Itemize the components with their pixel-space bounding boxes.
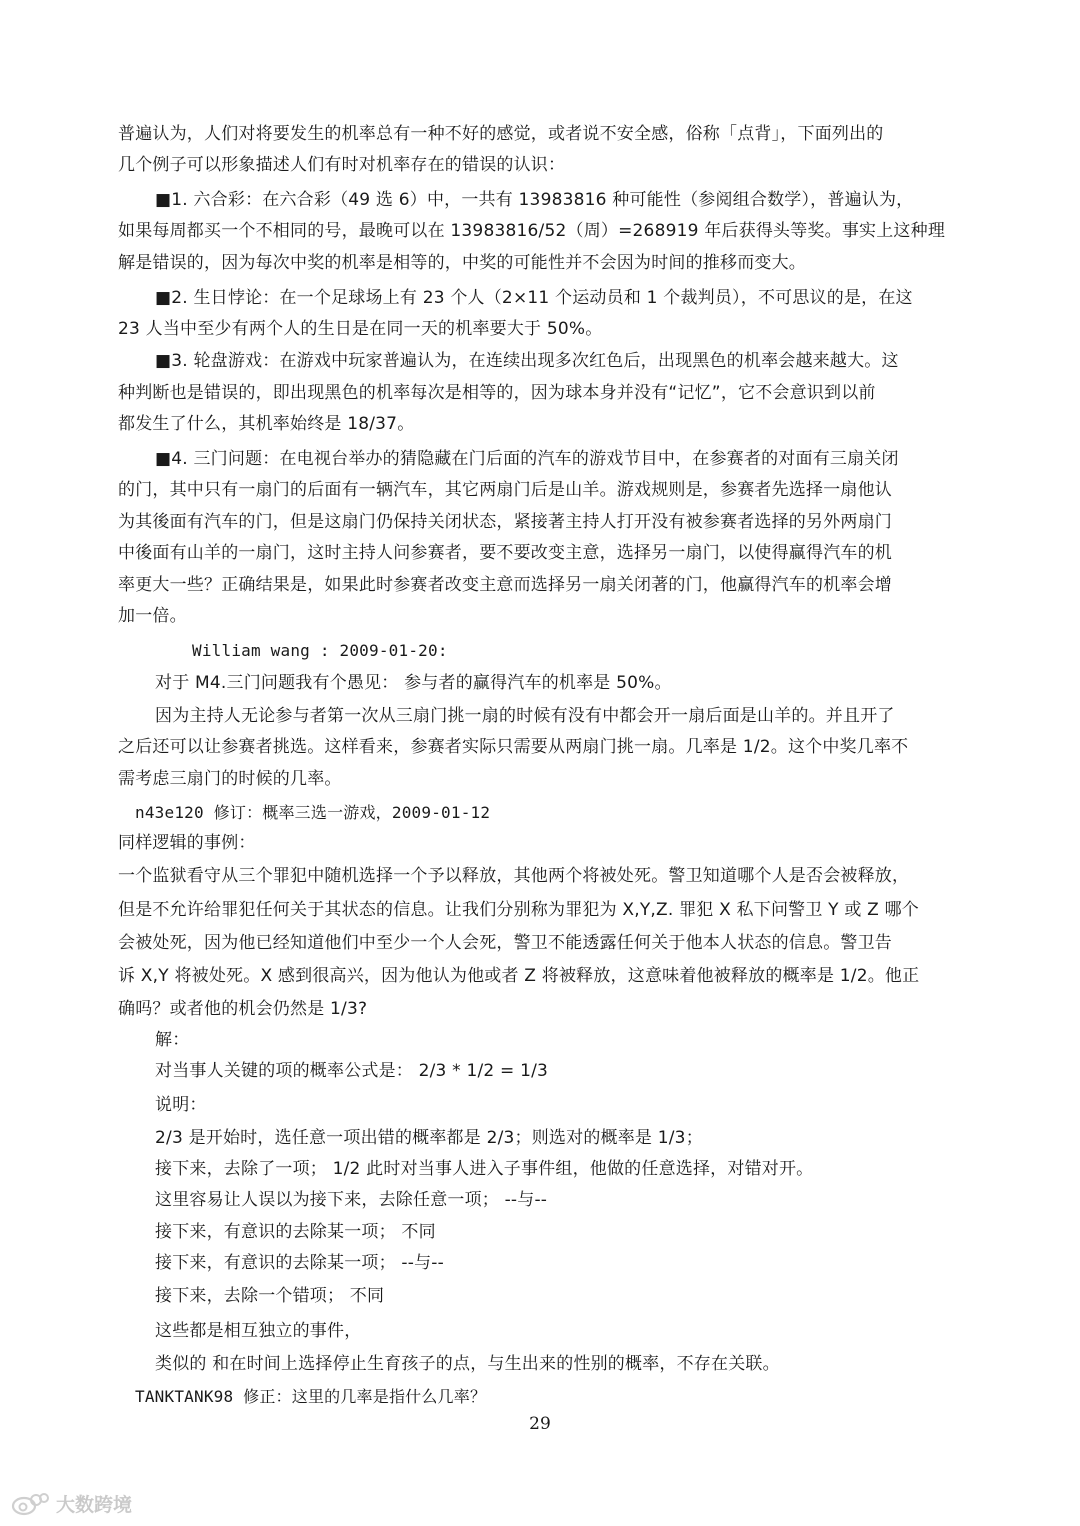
explanation-line: 这些都是相互独立的事件， <box>155 1321 362 1341</box>
paragraph-line: 的门，其中只有一扇门的后面有一辆汽车，其它两扇门后是山羊。游戏规则是，参赛者先选择一扇他认 <box>118 480 892 500</box>
paragraph-line: 一个监狱看守从三个罪犯中随机选择一个予以释放，其他两个将被处死。警卫知道哪个人是否会被释放， <box>118 866 910 886</box>
explanation-line: 接下来，去除了一项； 1/2 此时对当事人进入子事件组，他做的任意选择，对错对开。 <box>155 1159 814 1179</box>
explanation-line: 接下来，有意识的去除某一项； 不同 <box>155 1222 436 1242</box>
paragraph-line: 解是错误的，因为每次中奖的机率是相等的，中奖的可能性并不会因为时间的推移而变大。 <box>118 253 806 273</box>
paragraph-line: 如果每周都买一个不相同的号，最晚可以在 13983816/52（周）=268919 年后获得头等奖。事实上这种理 <box>118 221 946 241</box>
list-item-monty-hall: ■4. 三门问题：在电视台举办的猜隐藏在门后面的汽车的游戏节目中，在参赛者的对面有三扇关闭 <box>155 449 899 469</box>
paragraph-line: 都发生了什么，其机率始终是 18/37。 <box>118 414 415 434</box>
comment-line: 对于 M4.三门问题我有个愚见： 参与者的赢得汽车的机率是 50%。 <box>155 673 672 693</box>
paragraph-line: 加一倍。 <box>118 606 187 626</box>
comment-line: 之后还可以让参赛者挑选。这样看来，参赛者实际只需要从两扇门挑一扇。几率是 1/2。这个中奖几率不 <box>118 737 909 757</box>
comment-line: 因为主持人无论参与者第一次从三扇门挑一扇的时候有没有中都会开一扇后面是山羊的。并且开了 <box>155 706 895 726</box>
explanation-line: 接下来，有意识的去除某一项； --与-- <box>155 1253 444 1273</box>
paragraph-line: 确吗？或者他的机会仍然是 1/3? <box>118 999 368 1019</box>
paragraph-line: 为其後面有汽车的门，但是这扇门仍保持关闭状态，紧接著主持人打开没有被参赛者选择的另外两扇门 <box>118 512 892 532</box>
formula-line: 对当事人关键的项的概率公式是： 2/3 * 1/2 = 1/3 <box>155 1061 549 1081</box>
watermark-text: 大数跨境 <box>56 1493 133 1516</box>
explanation-line: 类似的 和在时间上选择停止生育孩子的点，与生出来的性别的概率，不存在关联。 <box>155 1354 780 1374</box>
comment-line: 需考虑三扇门的时候的几率。 <box>118 769 342 789</box>
paragraph-line: 23 人当中至少有两个人的生日是在同一天的机率要大于 50%。 <box>118 319 603 339</box>
section-heading: 同样逻辑的事例： <box>118 833 256 853</box>
explanation-line: 接下来，去除一个错项； 不同 <box>155 1286 385 1306</box>
paragraph-line: 几个例子可以形象描述人们有时对机率存在的错误的认识： <box>118 155 566 175</box>
paragraph-line: 率更大一些？正确结果是，如果此时参赛者改变主意而选择另一扇关闭著的门，他赢得汽车的机率会增 <box>118 575 892 595</box>
paragraph-line: 中後面有山羊的一扇门，这时主持人问参赛者，要不要改变主意，选择另一扇门，以使得赢得汽车的机 <box>118 543 892 563</box>
comment-author-line: William wang : 2009-01-20: <box>192 641 448 660</box>
list-item-birthday-paradox: ■2. 生日悖论：在一个足球场上有 23 个人（2×11 个运动员和 1 个裁判员），不可思议的是，在这 <box>155 288 913 308</box>
page-number: 29 <box>529 1414 551 1434</box>
weibo-logo-icon <box>10 1489 50 1517</box>
correction-note: TANKTANK98 修正：这里的几率是指什么几率？ <box>135 1387 487 1406</box>
list-item-roulette: ■3. 轮盘游戏：在游戏中玩家普遍认为，在连续出现多次红色后，出现黑色的机率会越来越大。这 <box>155 351 899 371</box>
watermark <box>10 1488 132 1518</box>
revision-note: n43e120 修订：概率三选一游戏，2009-01-12 <box>135 803 491 822</box>
paragraph-line: 种判断也是错误的，即出现黑色的机率每次是相等的，因为球本身并没有“记忆”，它不会意识到以前 <box>118 383 876 403</box>
paragraph-line: 会被处死，因为他已经知道他们中至少一个人会死，警卫不能透露任何关于他本人状态的信息。警卫告 <box>118 933 892 953</box>
paragraph-line: 但是不允许给罪犯任何关于其状态的信息。让我们分别称为罪犯为 X,Y,Z. 罪犯 X 私下问警卫 Y 或 Z 哪个 <box>118 900 919 920</box>
list-item-lottery: ■1. 六合彩：在六合彩（49 选 6）中，一共有 13983816 种可能性（参阅组合数学），普遍认为， <box>155 190 914 210</box>
paragraph-line: 普遍认为，人们对将要发生的机率总有一种不好的感觉，或者说不安全感，俗称「点背」，下面列出的 <box>118 124 884 144</box>
explanation-label: 说明： <box>155 1095 207 1115</box>
solution-label: 解： <box>155 1030 190 1050</box>
paragraph-line: 诉 X,Y 将被处死。X 感到很高兴，因为他认为他或者 Z 将被释放，这意味着他被释放的概率是 1/2。他正 <box>118 966 920 986</box>
explanation-line: 2/3 是开始时，选任意一项出错的概率都是 2/3；则选对的概率是 1/3； <box>155 1128 703 1148</box>
explanation-line: 这里容易让人误以为接下来，去除任意一项； --与-- <box>155 1190 548 1210</box>
